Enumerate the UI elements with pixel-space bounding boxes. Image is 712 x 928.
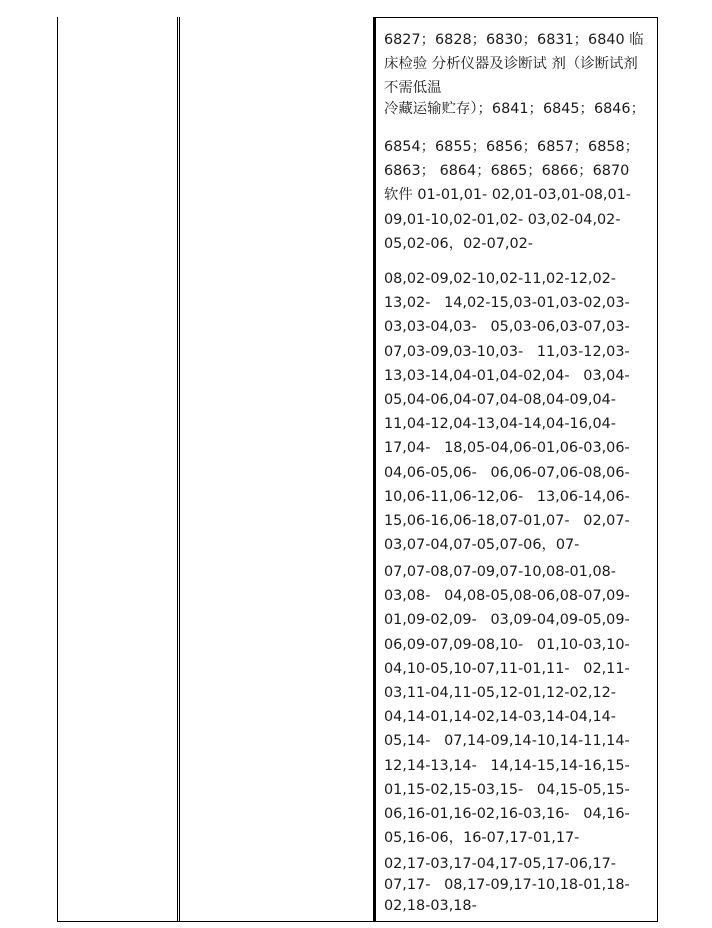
text-line: 6863； 6864；6865；6866；6870 bbox=[384, 163, 630, 180]
paragraph-1 bbox=[384, 28, 656, 122]
text-line: 07,07-08,07-09,07-10,08-01,08- bbox=[384, 564, 616, 580]
text-line: 03,07-04,07-05,07-06，07- bbox=[384, 537, 580, 554]
text-line: 13,03-14,04-01,04-02,04- 03,04- bbox=[384, 367, 630, 384]
text-line: 04,06-05,06- 06,06-07,06-08,06- bbox=[384, 464, 630, 481]
text-line: 05,04-06,04-07,04-08,04-09,04- bbox=[384, 391, 616, 408]
text-line: 6854；6855；6856；6857；6858； bbox=[384, 139, 640, 155]
text-line: 08,02-09,02-10,02-11,02-12,02- bbox=[384, 271, 616, 287]
text-line: 05,02-06，02-07,02- bbox=[384, 235, 533, 252]
text-line: 15,06-16,06-18,07-01,07- 02,07- bbox=[384, 512, 630, 529]
text-line: 03,08- 04,08-05,08-06,08-07,09- bbox=[384, 588, 630, 605]
text-line: 软件 01-01,01- 02,01-03,01-08,01- bbox=[384, 187, 631, 204]
text-line: 13,02- 14,02-15,03-01,03-02,03- bbox=[384, 295, 630, 312]
text-line: 11,04-12,04-13,04-14,04-16,04- bbox=[384, 416, 616, 433]
text-line: 12,14-13,14- 14,14-15,14-16,15- bbox=[384, 757, 630, 774]
text-line: 06,09-07,09-08,10- 01,10-03,10- bbox=[384, 636, 630, 653]
text-line: 03,11-04,11-05,12-01,12-02,12- bbox=[384, 684, 616, 701]
text-line: 06,16-01,16-02,16-03,16- 04,16- bbox=[384, 805, 630, 822]
paragraph-4 bbox=[384, 560, 656, 850]
text-line: 07,03-09,03-10,03- 11,03-12,03- bbox=[384, 343, 630, 360]
text-line: 床检验 分析仪器及诊断试 剂（诊断试剂 bbox=[384, 56, 638, 73]
table-cell-column-2 bbox=[177, 17, 375, 922]
text-line: 05,16-06，16-07,17-01,17- bbox=[384, 830, 580, 847]
text-line: 02,17-03,17-04,17-05,17-06,17- bbox=[384, 856, 616, 872]
text-line: 05,14- 07,14-09,14-10,14-11,14- bbox=[384, 733, 630, 750]
paragraph-3 bbox=[384, 267, 656, 557]
text-line: 09,01-10,02-01,02- 03,02-04,02- bbox=[384, 211, 621, 228]
text-line: 03,03-04,03- 05,03-06,03-07,03- bbox=[384, 319, 630, 336]
text-line: 04,10-05,10-07,11-01,11- 02,11- bbox=[384, 660, 630, 677]
table-cell-column-1 bbox=[57, 17, 178, 922]
paragraph-2 bbox=[384, 135, 656, 256]
column-divider bbox=[373, 17, 374, 922]
text-line: 04,14-01,14-02,14-03,14-04,14- bbox=[384, 709, 616, 726]
text-line: 07,17- 08,17-09,17-10,18-01,18- bbox=[384, 877, 630, 893]
paragraph-5 bbox=[384, 852, 656, 915]
text-line: 冷藏运输贮存）；6841；6845；6846； bbox=[384, 101, 645, 118]
text-line: 6827；6828；6830；6831；6840 临 bbox=[384, 32, 644, 48]
text-line: 01,15-02,15-03,15- 04,15-05,15- bbox=[384, 781, 630, 798]
text-line: 01,09-02,09- 03,09-04,09-05,09- bbox=[384, 612, 630, 629]
column-divider bbox=[179, 17, 180, 922]
text-line: 17,04- 18,05-04,06-01,06-03,06- bbox=[384, 440, 630, 457]
text-line: 10,06-11,06-12,06- 13,06-14,06- bbox=[384, 488, 630, 505]
text-line: 02,18-03,18- bbox=[384, 898, 477, 914]
text-line: 不需低温 bbox=[384, 80, 442, 97]
